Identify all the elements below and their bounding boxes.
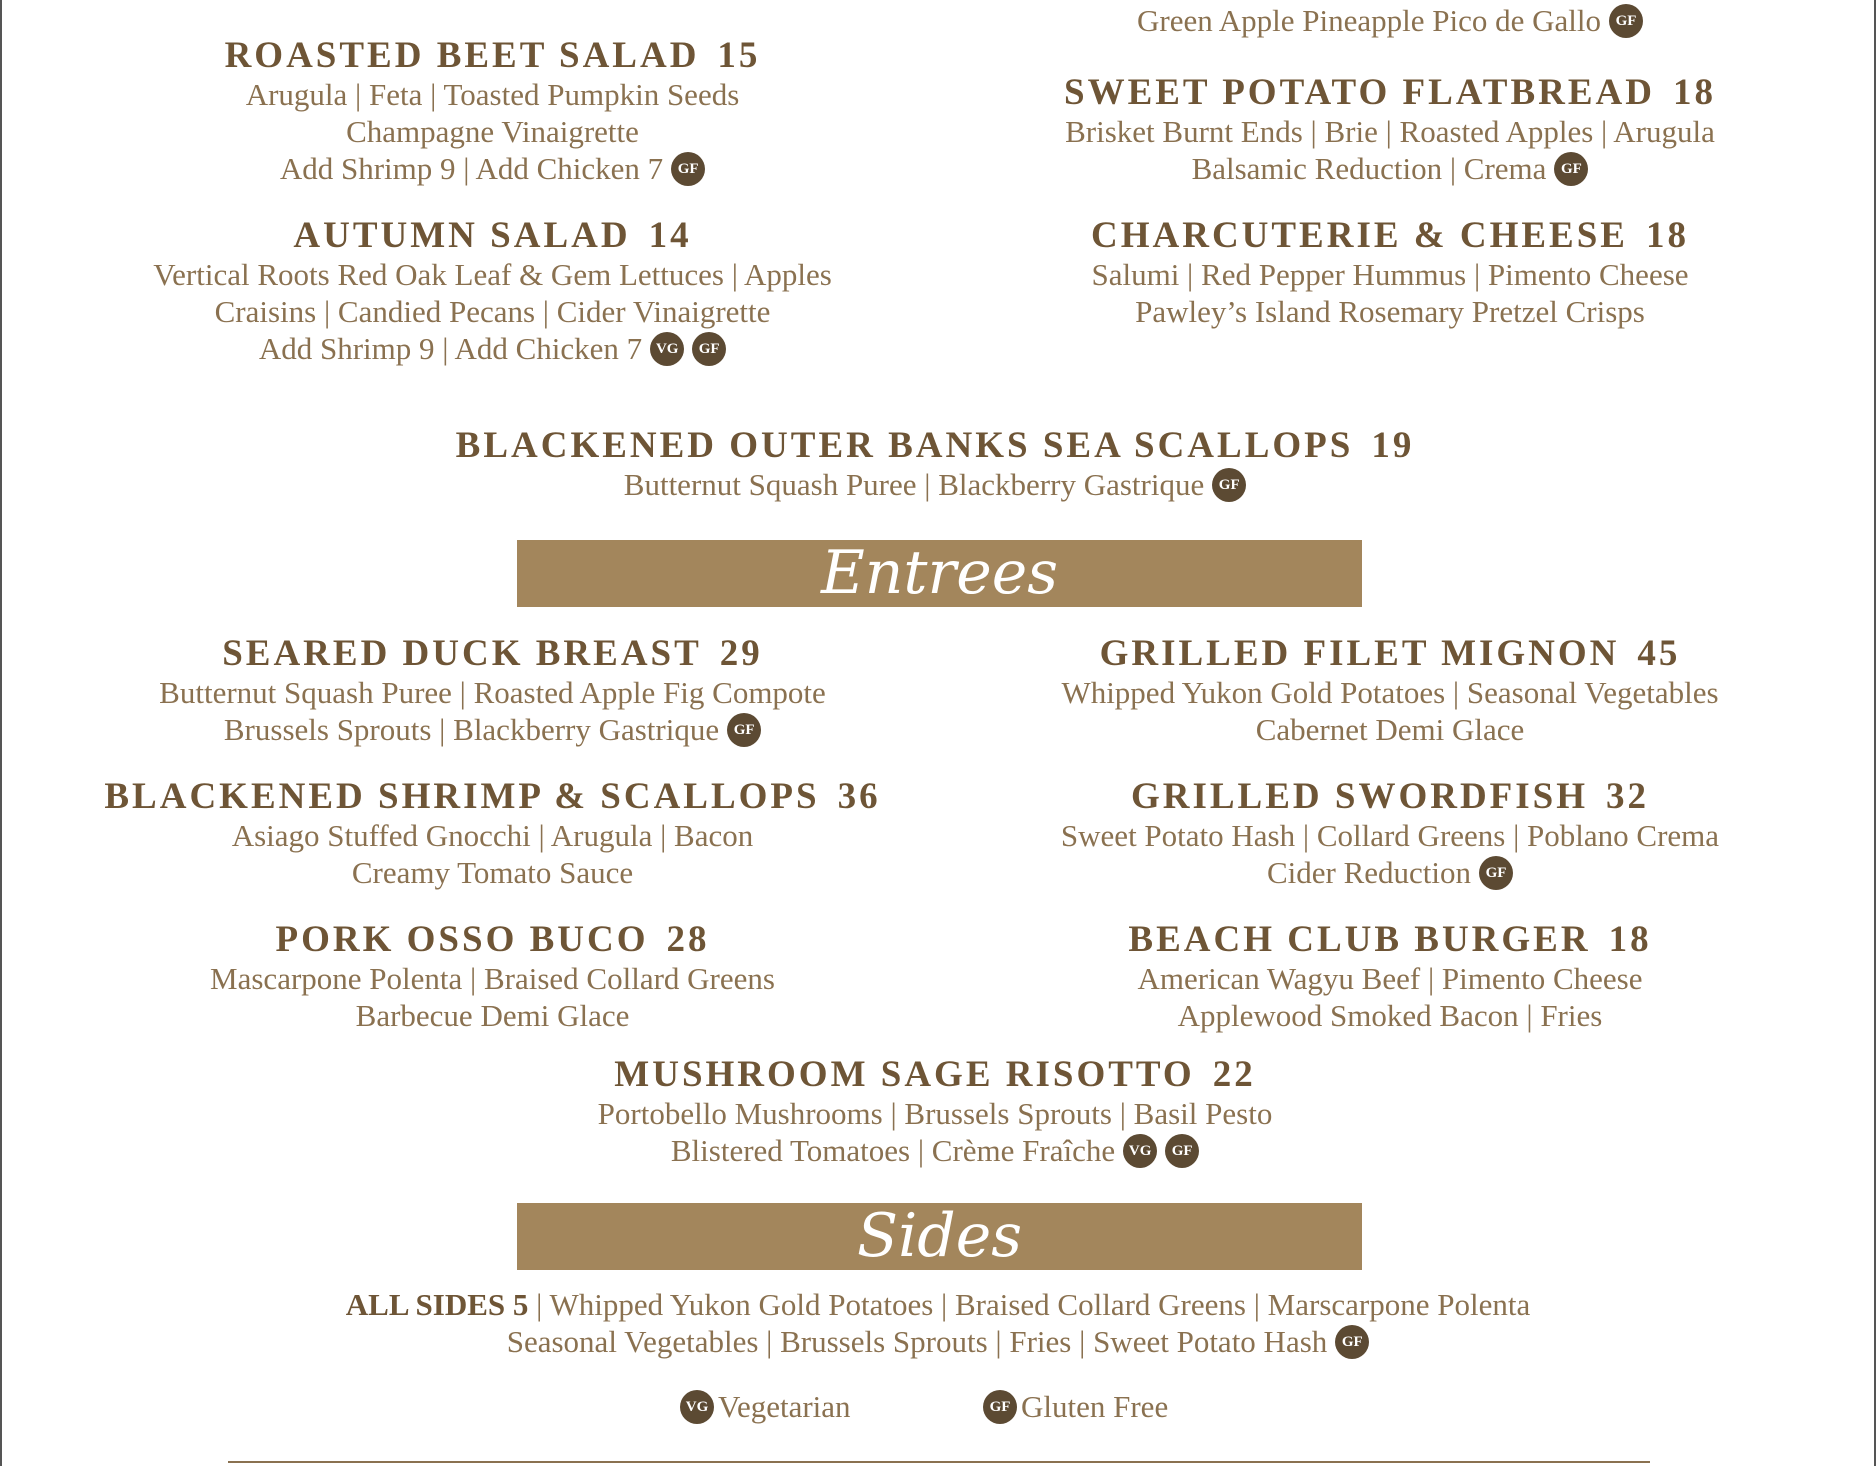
menu-item-grilled-filet-mignon — [1000, 634, 1780, 748]
item-price: 18 — [1672, 72, 1716, 113]
item-name: BLACKENED OUTER BANKS SEA SCALLOPS — [455, 425, 1354, 466]
menu-item-seared-duck-breast — [100, 634, 885, 750]
left-page-edge — [0, 0, 2, 1466]
menu-item-charcuterie-cheese — [1000, 216, 1780, 330]
gluten-free-icon: GF — [1165, 1134, 1199, 1168]
gluten-free-icon: GF — [1554, 152, 1588, 186]
item-description: Cabernet Demi Glace — [1255, 712, 1525, 747]
item-description: Whipped Yukon Gold Potatoes | Seasonal Vegetables — [1061, 675, 1719, 710]
item-price: 15 — [717, 35, 761, 76]
top-fragment-text: Green Apple Pineapple Pico de Gallo — [1136, 3, 1602, 38]
vegetarian-icon: VG — [650, 332, 684, 366]
menu-item-blackened-shrimp-scallops — [100, 777, 885, 891]
item-description: Blistered Tomatoes | Crème Fraîche — [670, 1133, 1116, 1168]
item-description: Craisins | Candied Pecans | Cider Vinaigrette — [214, 294, 771, 329]
item-description: Sweet Potato Hash | Collard Greens | Poblano Crema — [1060, 818, 1720, 853]
gluten-free-icon: GF — [1212, 468, 1246, 502]
section-banner-entrees: Entrees — [517, 540, 1362, 607]
item-price: 28 — [666, 919, 710, 960]
sides-list — [150, 1286, 1726, 1362]
menu-item-mushroom-sage-risotto — [400, 1055, 1470, 1171]
item-description: Applewood Smoked Bacon | Fries — [1177, 998, 1603, 1033]
item-description: Mascarpone Polenta | Braised Collard Greens — [210, 961, 775, 996]
item-name: SEARED DUCK BREAST — [222, 633, 702, 674]
item-name: CHARCUTERIE & CHEESE — [1091, 215, 1628, 256]
item-price: 14 — [648, 215, 692, 256]
item-price: 32 — [1606, 776, 1650, 817]
item-description: American Wagyu Beef | Pimento Cheese — [1137, 961, 1643, 996]
item-description: Add Shrimp 9 | Add Chicken 7 — [279, 151, 664, 186]
gluten-free-icon: GF — [1335, 1325, 1369, 1359]
item-description: Vertical Roots Red Oak Leaf & Gem Lettuces | Apples — [153, 257, 832, 292]
item-name: PORK OSSO BUCO — [275, 919, 649, 960]
menu-item-roasted-beet-salad — [100, 36, 885, 189]
vegetarian-icon: VG — [680, 1390, 714, 1424]
sides-price-label: ALL SIDES 5 — [345, 1287, 529, 1322]
menu-item-beach-club-burger — [1000, 920, 1780, 1034]
item-name: GRILLED SWORDFISH — [1130, 776, 1589, 817]
menu-item-sea-scallops — [400, 426, 1470, 505]
item-description: Butternut Squash Puree | Blackberry Gastrique — [623, 467, 1205, 502]
item-description: Portobello Mushrooms | Brussels Sprouts | Basil Pesto — [597, 1096, 1273, 1131]
item-description: Brisket Burnt Ends | Brie | Roasted Apples | Arugula — [1065, 114, 1715, 149]
item-name: MUSHROOM SAGE RISOTTO — [614, 1054, 1195, 1095]
item-description: Butternut Squash Puree | Roasted Apple Fig Compote — [159, 675, 826, 710]
gluten-free-icon: GF — [1609, 4, 1643, 38]
item-description: Pawley’s Island Rosemary Pretzel Crisps — [1135, 294, 1645, 329]
legend-label: Gluten Free — [1021, 1389, 1169, 1424]
item-name: BEACH CLUB BURGER — [1128, 919, 1591, 960]
gluten-free-icon: GF — [1479, 856, 1513, 890]
item-name: GRILLED FILET MIGNON — [1099, 633, 1620, 674]
item-description: Balsamic Reduction | Crema — [1191, 151, 1547, 186]
item-price: 18 — [1645, 215, 1689, 256]
gluten-free-icon: GF — [692, 332, 726, 366]
gluten-free-icon: GF — [671, 152, 705, 186]
item-price: 45 — [1637, 633, 1681, 674]
item-description: Asiago Stuffed Gnocchi | Arugula | Bacon — [231, 818, 754, 853]
section-banner-sides: Sides — [517, 1203, 1362, 1270]
menu-item-grilled-swordfish — [1000, 777, 1780, 893]
gluten-free-icon: GF — [983, 1390, 1017, 1424]
sides-line-2: Seasonal Vegetables | Brussels Sprouts | Fries | Sweet Potato Hash — [506, 1324, 1328, 1359]
item-description: Salumi | Red Pepper Hummus | Pimento Cheese — [1091, 257, 1689, 292]
sides-line-1: | Whipped Yukon Gold Potatoes | Braised Collard Greens | Marscarpone Polenta — [528, 1287, 1531, 1322]
item-description: Champagne Vinaigrette — [346, 114, 639, 149]
item-description: Barbecue Demi Glace — [355, 998, 630, 1033]
item-description: Creamy Tomato Sauce — [351, 855, 634, 890]
vegetarian-icon: VG — [1123, 1134, 1157, 1168]
item-price: 22 — [1212, 1054, 1256, 1095]
menu-item-sweet-potato-flatbread — [1000, 73, 1780, 189]
item-price: 29 — [719, 633, 763, 674]
top-fragment — [1030, 2, 1750, 41]
item-price: 36 — [837, 776, 881, 817]
item-description: Add Shrimp 9 | Add Chicken 7 — [258, 331, 643, 366]
item-name: BLACKENED SHRIMP & SCALLOPS — [104, 776, 820, 817]
legend-gluten-free — [983, 1389, 1168, 1427]
item-name: AUTUMN SALAD — [293, 215, 631, 256]
legend-label: Vegetarian — [718, 1389, 851, 1424]
item-price: 18 — [1608, 919, 1652, 960]
menu-item-autumn-salad — [100, 216, 885, 369]
item-price: 19 — [1371, 425, 1415, 466]
item-name: ROASTED BEET SALAD — [224, 35, 700, 76]
gluten-free-icon: GF — [727, 713, 761, 747]
item-description: Arugula | Feta | Toasted Pumpkin Seeds — [245, 77, 740, 112]
bottom-border-line — [228, 1461, 1650, 1463]
item-description: Cider Reduction — [1266, 855, 1472, 890]
item-name: SWEET POTATO FLATBREAD — [1064, 72, 1655, 113]
legend-vegetarian — [680, 1389, 851, 1427]
item-description: Brussels Sprouts | Blackberry Gastrique — [223, 712, 720, 747]
menu-item-pork-osso-buco — [100, 920, 885, 1034]
